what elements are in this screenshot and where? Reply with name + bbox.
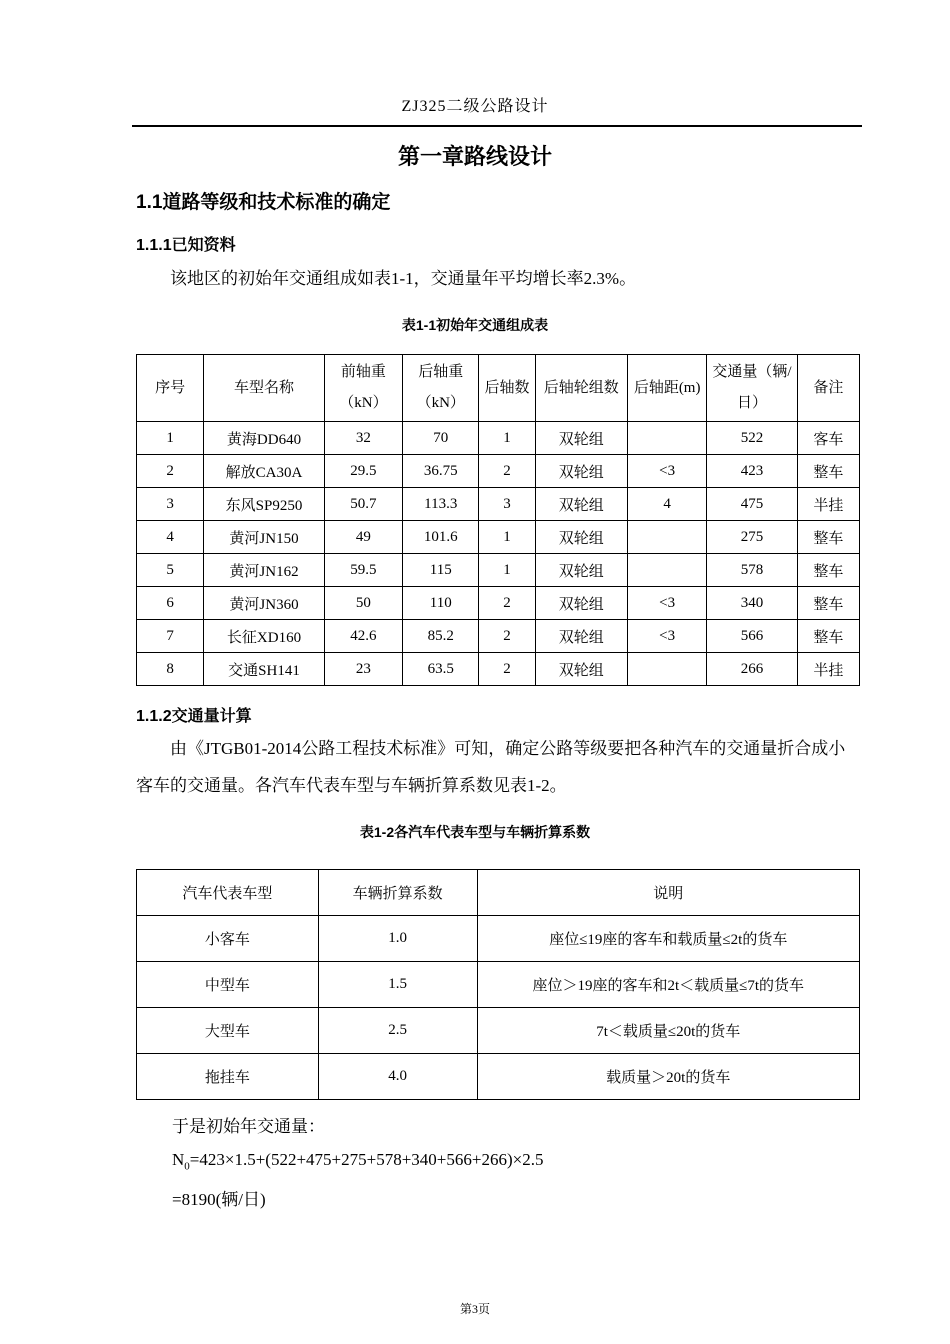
table-cell <box>627 521 706 554</box>
calc-result: =8190(辆/日) <box>172 1190 266 1209</box>
table-cell: 半挂 <box>797 488 859 521</box>
table-cell: 85.2 <box>403 620 479 653</box>
table-row <box>137 1008 860 1054</box>
table-row <box>137 521 860 554</box>
table-cell: 7t＜载质量≤20t的货车 <box>477 1008 859 1054</box>
table-cell: 整车 <box>797 620 859 653</box>
table-cell: 1 <box>479 554 535 587</box>
table-cell: 110 <box>403 587 479 620</box>
table-cell: 63.5 <box>403 653 479 686</box>
table-cell: 载质量＞20t的货车 <box>477 1054 859 1100</box>
section-heading-1-1-2: 1.1.2交通量计算 <box>136 708 252 725</box>
table2-header-cell: 汽车代表车型 <box>137 870 319 916</box>
table-row <box>137 455 860 488</box>
table1-header-cell: 后轴重（kN） <box>403 355 479 422</box>
table-cell: 522 <box>707 422 797 455</box>
table-cell: 42.6 <box>324 620 402 653</box>
table-cell: 23 <box>324 653 402 686</box>
table1-header-cell: 序号 <box>137 355 204 422</box>
calc-formula-line <box>172 1150 543 1172</box>
table-cell: 50 <box>324 587 402 620</box>
calc-n-label: N <box>172 1150 185 1169</box>
table-cell: 36.75 <box>403 455 479 488</box>
table-cell: 113.3 <box>403 488 479 521</box>
table-cell: 6 <box>137 587 204 620</box>
table-cell: 1 <box>479 521 535 554</box>
calc-intro: 于是初始年交通量： <box>172 1117 325 1136</box>
table-row <box>137 554 860 587</box>
section-heading-1-1: 1.1道路等级和技术标准的确定 <box>136 192 391 213</box>
table1-header-cell: 后轴轮组数 <box>535 355 627 422</box>
table1-header-cell: 前轴重（kN） <box>324 355 402 422</box>
table-cell: <3 <box>627 455 706 488</box>
table-row <box>137 962 860 1008</box>
table-cell: 4.0 <box>318 1054 477 1100</box>
table-cell: 拖挂车 <box>137 1054 319 1100</box>
table-cell: 2 <box>137 455 204 488</box>
table-cell: 49 <box>324 521 402 554</box>
known-data-paragraph: 该地区的初始年交通组成如表1-1，交通量年平均增长率2.3%。 <box>170 269 637 288</box>
table-cell: 小客车 <box>137 916 319 962</box>
table-cell: 双轮组 <box>535 620 627 653</box>
table2-caption: 表1-2各汽车代表车型与车辆折算系数 <box>359 824 591 840</box>
table-cell: 双轮组 <box>535 455 627 488</box>
table-row <box>137 587 860 620</box>
table-row <box>137 488 860 521</box>
page-number: 第3页 <box>459 1302 490 1316</box>
table-cell: 115 <box>403 554 479 587</box>
table-cell: 59.5 <box>324 554 402 587</box>
table-cell: 大型车 <box>137 1008 319 1054</box>
table-cell: 50.7 <box>324 488 402 521</box>
table-cell <box>627 422 706 455</box>
table-cell: 双轮组 <box>535 521 627 554</box>
table1-header-cell: 后轴距(m) <box>627 355 706 422</box>
table-cell: 2.5 <box>318 1008 477 1054</box>
table-cell: 475 <box>707 488 797 521</box>
conversion-factor-table <box>136 869 860 1100</box>
table-cell: 1 <box>137 422 204 455</box>
table-cell: 8 <box>137 653 204 686</box>
table-cell <box>627 653 706 686</box>
table-cell: <3 <box>627 620 706 653</box>
table1-caption: 表1-1初始年交通组成表 <box>401 317 549 333</box>
table-cell: 32 <box>324 422 402 455</box>
table-cell: 半挂 <box>797 653 859 686</box>
table-cell: 整车 <box>797 554 859 587</box>
table-cell: 2 <box>479 653 535 686</box>
table1-header-row <box>137 355 860 422</box>
table-cell: 3 <box>479 488 535 521</box>
table-cell: 566 <box>707 620 797 653</box>
table-cell: <3 <box>627 587 706 620</box>
table-cell: 黄河JN150 <box>204 521 325 554</box>
table1-header-cell: 车型名称 <box>204 355 325 422</box>
table-cell: 29.5 <box>324 455 402 488</box>
table-cell: 275 <box>707 521 797 554</box>
table-row <box>137 916 860 962</box>
table-cell: 340 <box>707 587 797 620</box>
table-cell: 4 <box>137 521 204 554</box>
table-cell: 黄河JN360 <box>204 587 325 620</box>
table-row <box>137 620 860 653</box>
table-cell: 座位＞19座的客车和2t＜载质量≤7t的货车 <box>477 962 859 1008</box>
table-cell: 黄海DD640 <box>204 422 325 455</box>
table2-header-cell: 说明 <box>477 870 859 916</box>
table-cell: 423 <box>707 455 797 488</box>
table-cell: 双轮组 <box>535 554 627 587</box>
table-cell: 1.0 <box>318 916 477 962</box>
table-cell: 5 <box>137 554 204 587</box>
table-row <box>137 1054 860 1100</box>
calc-n-subscript: 0 <box>184 1160 190 1173</box>
table-cell: 3 <box>137 488 204 521</box>
table-cell: 4 <box>627 488 706 521</box>
table-cell: 70 <box>403 422 479 455</box>
table-cell: 整车 <box>797 587 859 620</box>
table-cell: 双轮组 <box>535 488 627 521</box>
table-cell: 101.6 <box>403 521 479 554</box>
table-cell <box>627 554 706 587</box>
table-cell: 交通SH141 <box>204 653 325 686</box>
section-heading-1-1-1: 1.1.1已知资料 <box>136 237 236 254</box>
table-cell: 1.5 <box>318 962 477 1008</box>
table1-header-cell: 备注 <box>797 355 859 422</box>
table-cell: 双轮组 <box>535 422 627 455</box>
header-rule <box>132 125 862 127</box>
table-cell: 2 <box>479 587 535 620</box>
traffic-composition-table <box>136 354 860 686</box>
table-cell: 266 <box>707 653 797 686</box>
table-cell: 东风SP9250 <box>204 488 325 521</box>
chapter-title: 第一章路线设计 <box>397 144 552 169</box>
table-cell: 整车 <box>797 521 859 554</box>
table-cell: 座位≤19座的客车和载质量≤2t的货车 <box>477 916 859 962</box>
table-cell: 中型车 <box>137 962 319 1008</box>
table1-header-cell: 后轴数 <box>479 355 535 422</box>
table-cell: 2 <box>479 620 535 653</box>
table1-header-cell: 交通量（辆/日） <box>707 355 797 422</box>
table-cell: 2 <box>479 455 535 488</box>
table-cell: 客车 <box>797 422 859 455</box>
table-cell: 双轮组 <box>535 587 627 620</box>
table-cell: 黄河JN162 <box>204 554 325 587</box>
table-row <box>137 653 860 686</box>
table-cell: 整车 <box>797 455 859 488</box>
table-cell: 双轮组 <box>535 653 627 686</box>
table-cell: 长征XD160 <box>204 620 325 653</box>
table-row <box>137 422 860 455</box>
table-cell: 1 <box>479 422 535 455</box>
table-cell: 解放CA30A <box>204 455 325 488</box>
table-cell: 7 <box>137 620 204 653</box>
table-cell: 578 <box>707 554 797 587</box>
calc-formula: =423×1.5+(522+475+275+578+340+566+266)×2.5 <box>189 1150 544 1169</box>
table2-header-cell: 车辆折算系数 <box>318 870 477 916</box>
page-header: ZJ325二级公路设计 <box>401 98 549 115</box>
table2-header-row <box>137 870 860 916</box>
traffic-calc-paragraph: 由《JTGB01-2014公路工程技术标准》可知，确定公路等级要把各种汽车的交通量折合成小客车的交通量。各汽车代表车型与车辆折算系数见表1-2。 <box>136 739 846 795</box>
